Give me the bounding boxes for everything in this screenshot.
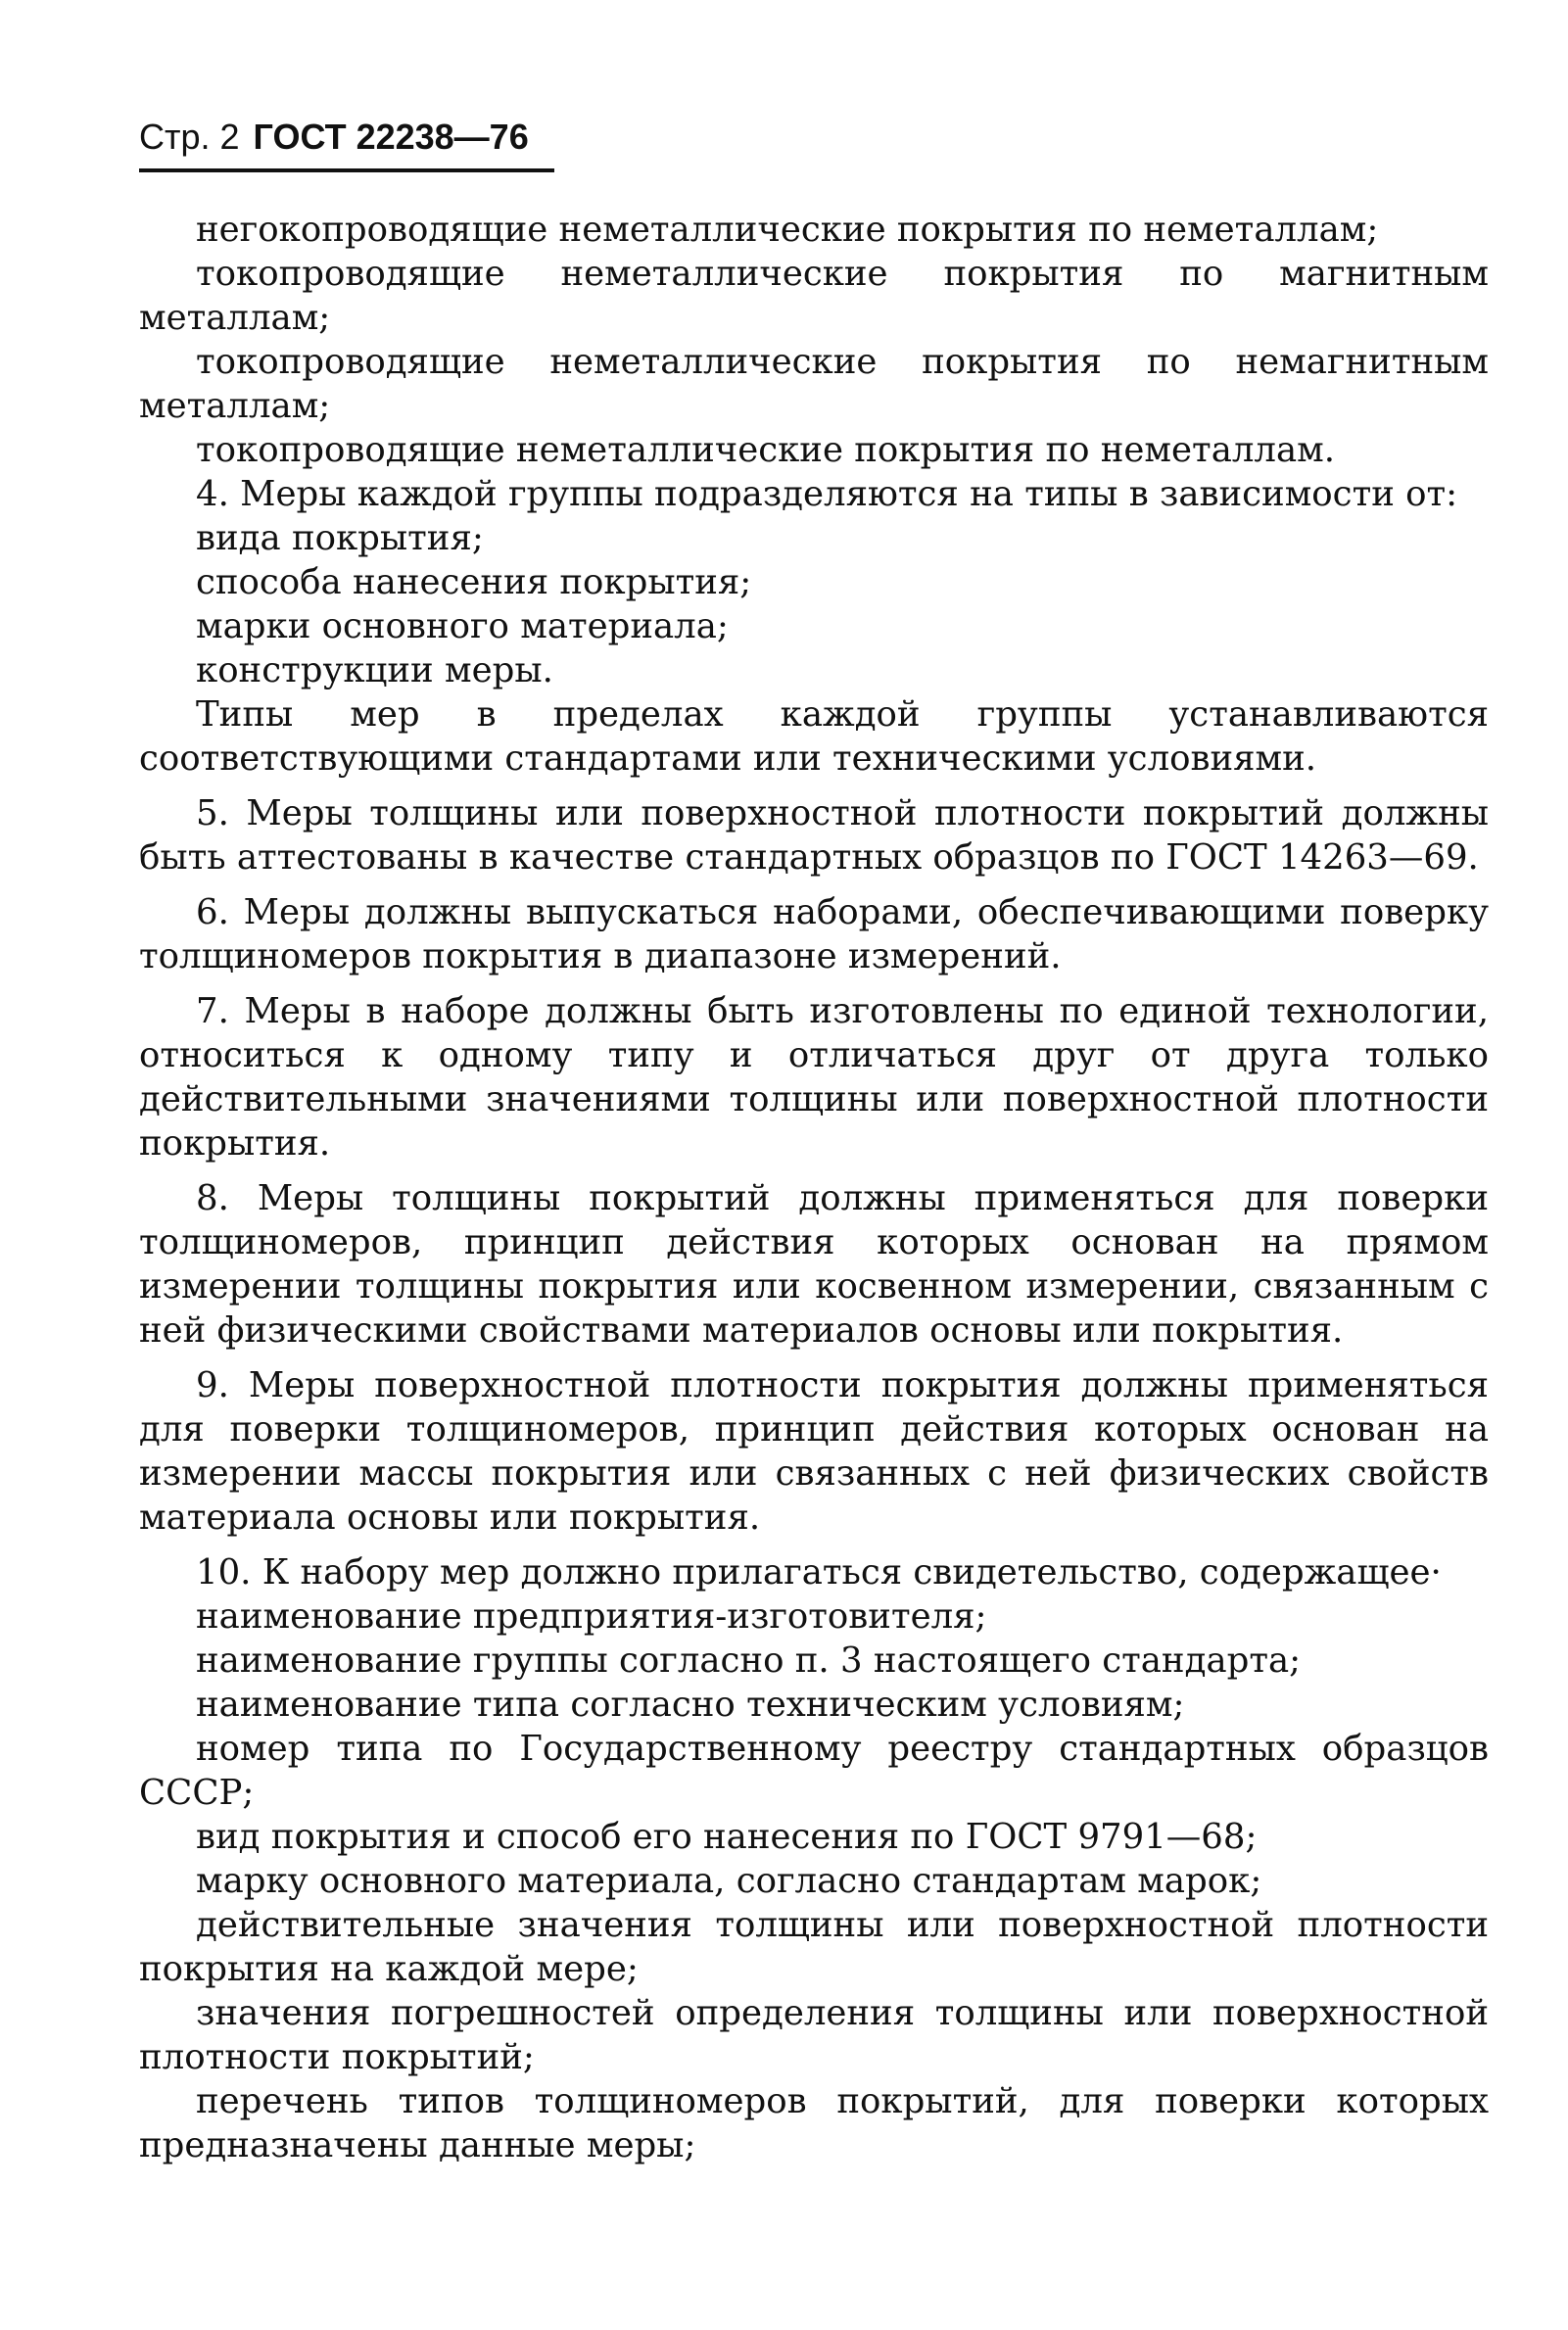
paragraph: номер типа по Государственному реестру стандартных образцов СССР; — [139, 1729, 1489, 1813]
paragraph: 9. Меры поверхностной плотности покрытия должны применяться для поверки толщиномеров, принцип действия которых основан на измерении массы покрытия или связанных с ней физических свойств материала основы или покрытия. — [139, 1365, 1489, 1538]
paragraph: способа нанесения покрытия; — [196, 562, 752, 602]
paragraph: 7. Меры в наборе должны быть изготовлены по единой технологии, относиться к одному типу и отличаться друг от друга только действительными значениями толщины или поверхностной плотности покрытия. — [139, 991, 1489, 1164]
paragraph: 10. К набору мер должно прилагаться свидетельство, содержащее· — [196, 1552, 1442, 1593]
paragraph: Типы мер в пределах каждой группы устанавливаются соответствующими стандартами или техническими условиями. — [139, 694, 1489, 779]
paragraph: наименование предприятия-изготовителя; — [196, 1596, 987, 1637]
paragraph: вид покрытия и способ его нанесения по ГОСТ 9791—68; — [196, 1817, 1258, 1857]
paragraph: марки основного материала; — [196, 606, 729, 646]
paragraph: токопроводящие неметаллические покрытия по немагнитным металлам; — [139, 342, 1489, 426]
paragraph: 5. Меры толщины или поверхностной плотности покрытий должны быть аттестованы в качестве стандартных образцов по ГОСТ 14263—69. — [139, 793, 1489, 878]
paragraph: действительные значения толщины или поверхностной плотности покрытия на каждой мере; — [139, 1905, 1489, 1989]
paragraph: 4. Меры каждой группы подразделяются на типы в зависимости от: — [196, 474, 1458, 514]
standard-number: 22238—76 — [356, 117, 529, 157]
standard-label: ГОСТ — [253, 117, 347, 157]
page-number: Стр. 2 — [139, 117, 240, 157]
paragraph: токопроводящие неметаллические покрытия по магнитным металлам; — [139, 254, 1489, 338]
paragraph: вида покрытия; — [196, 518, 484, 558]
header-rule — [139, 168, 554, 172]
page-header — [139, 119, 529, 155]
paragraph: наименование группы согласно п. 3 настоящего стандарта; — [196, 1641, 1302, 1681]
paragraph: конструкции меры. — [196, 650, 553, 690]
paragraph: 8. Меры толщины покрытий должны применяться для поверки толщиномеров, принцип действия которых основан на прямом измерении толщины покрытия или косвенном измерении, связанным с ней физическими свойствами материалов основы или покрытия. — [139, 1178, 1489, 1351]
paragraph: токопроводящие неметаллические покрытия по неметаллам. — [196, 430, 1336, 470]
paragraph: 6. Меры должны выпускаться наборами, обеспечивающими поверку толщиномеров покрытия в диапазоне измерений. — [139, 892, 1489, 976]
paragraph: перечень типов толщиномеров покрытий, для поверки которых предназначены данные меры; — [139, 2081, 1489, 2165]
paragraph: негокопроводящие неметаллические покрытия по неметаллам; — [196, 210, 1379, 250]
body-text — [139, 208, 1489, 2167]
paragraph: значения погрешностей определения толщины или поверхностной плотности покрытий; — [139, 1993, 1489, 2077]
paragraph: марку основного материала, согласно стандартам марок; — [196, 1861, 1262, 1901]
paragraph: наименование типа согласно техническим условиям; — [196, 1685, 1185, 1725]
